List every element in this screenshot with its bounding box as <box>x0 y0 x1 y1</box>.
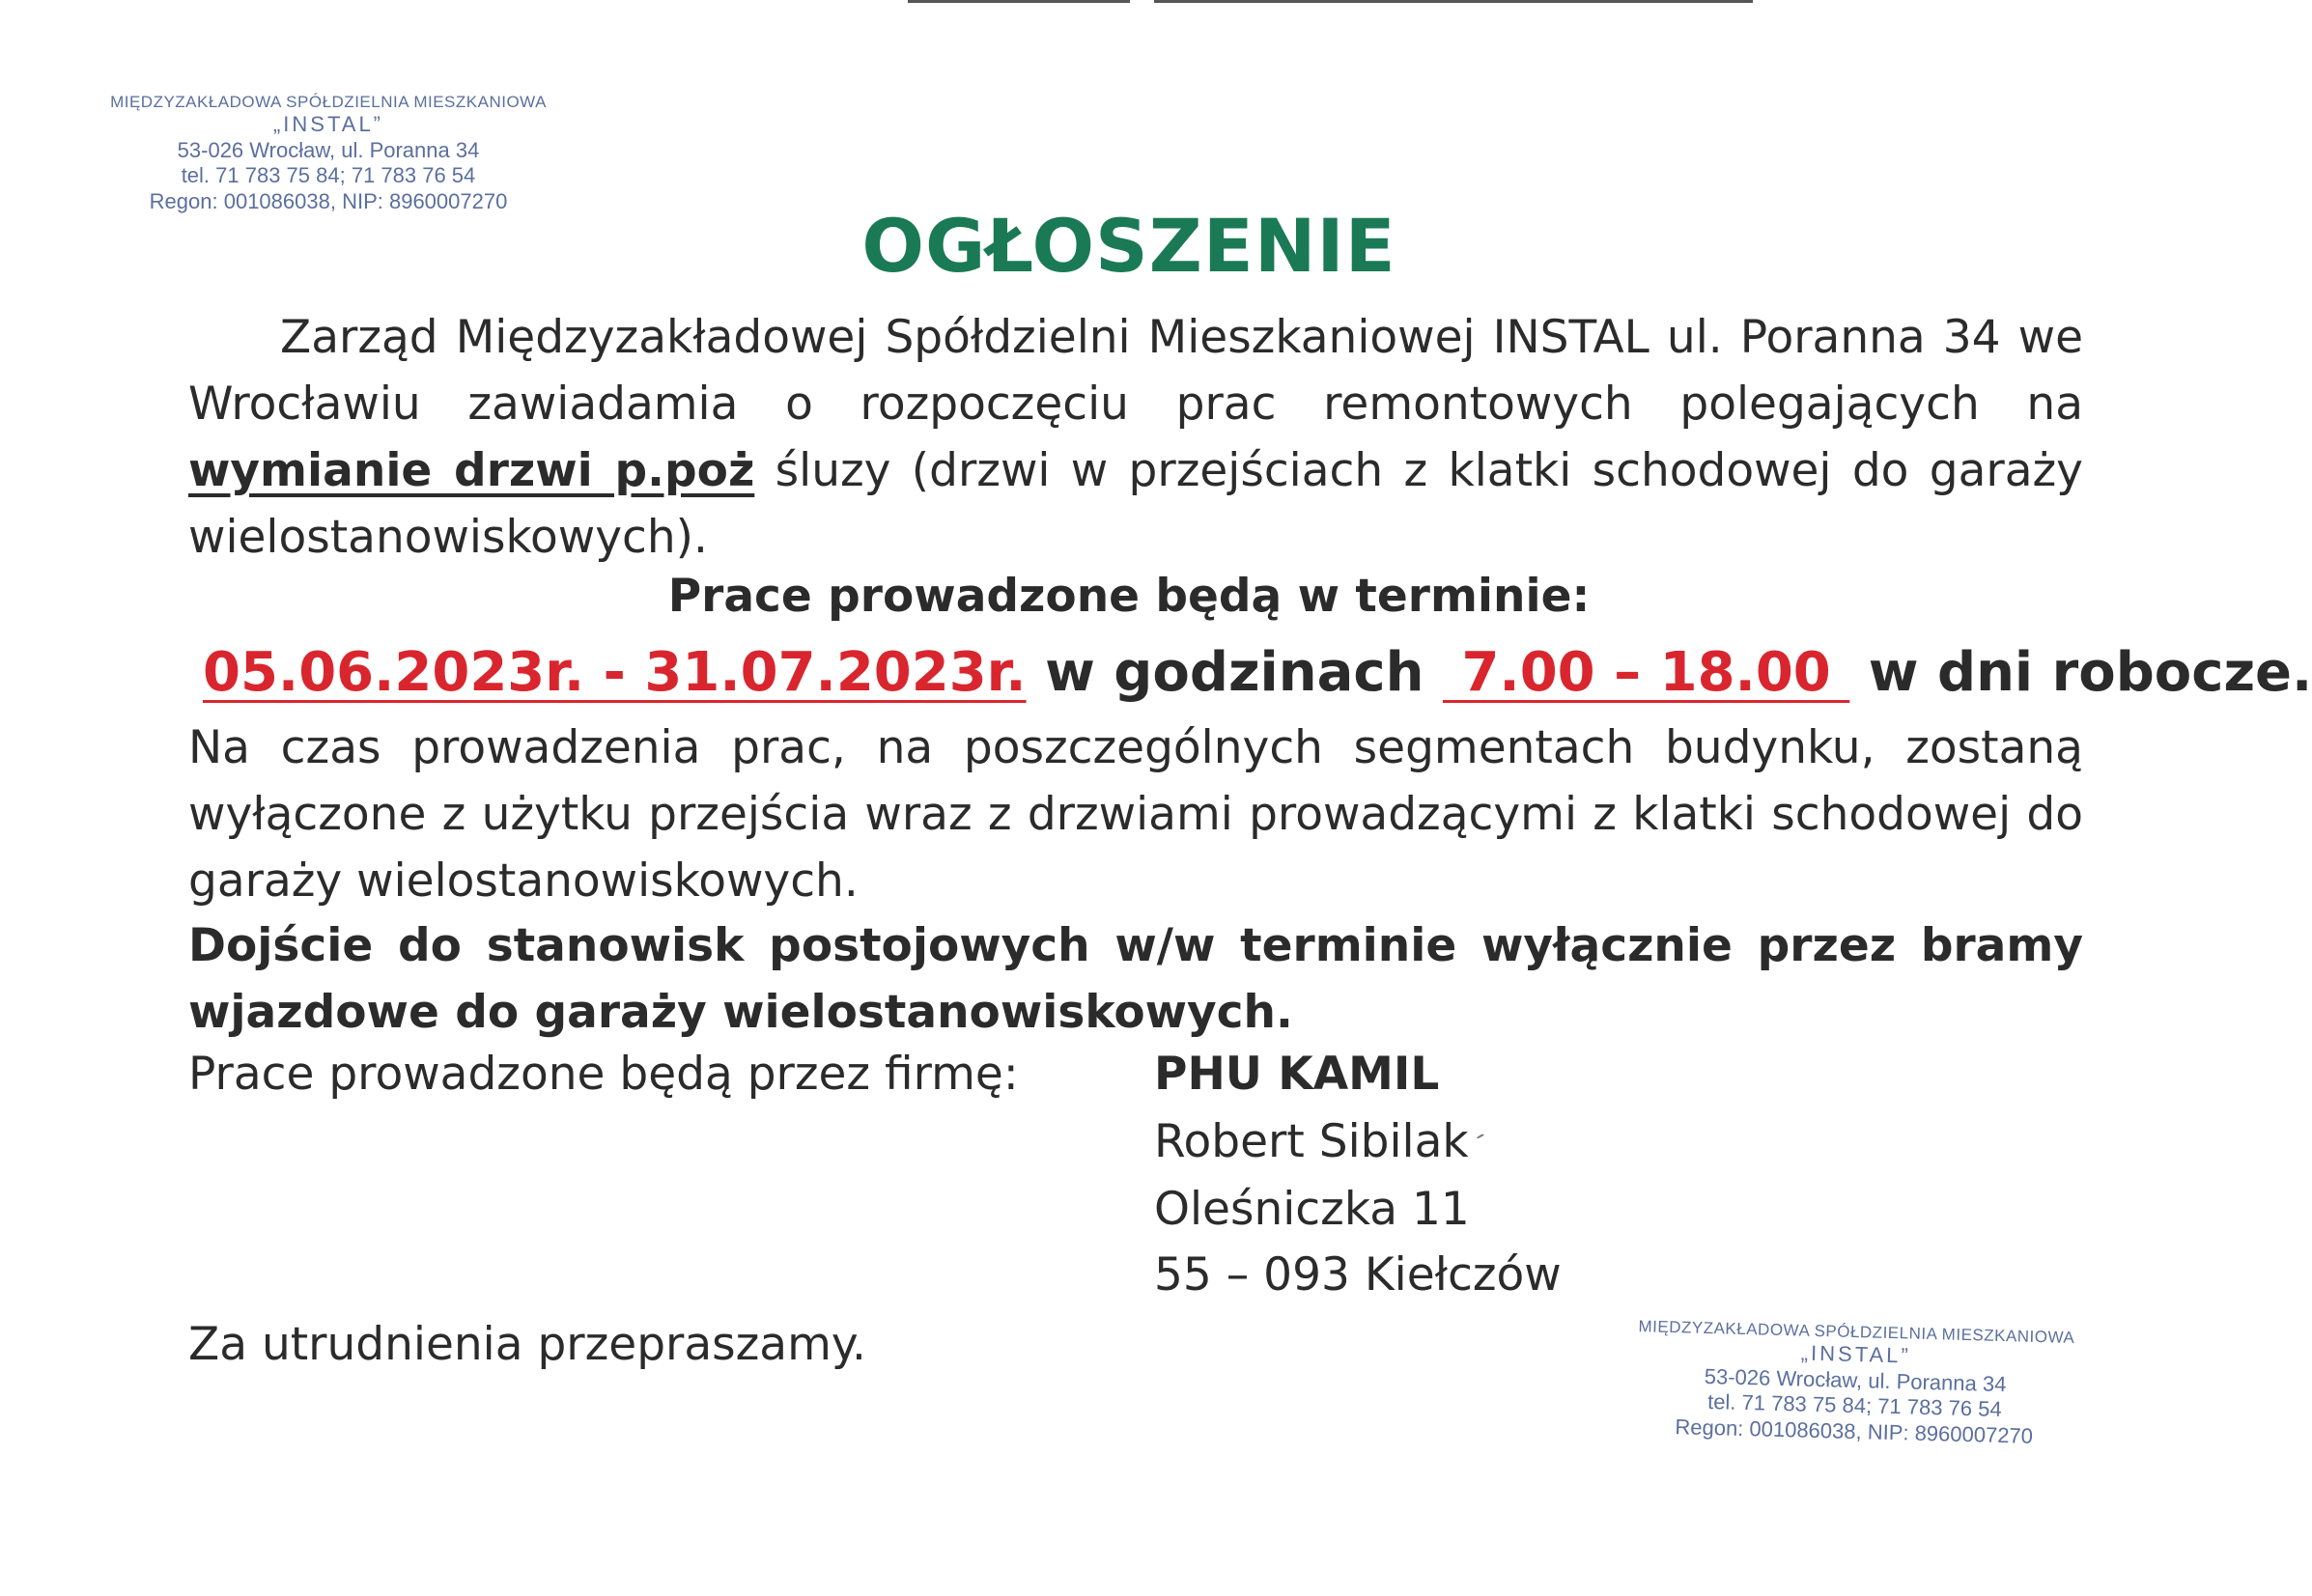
stamp-line: Regon: 001086038, NIP: 8960007270 <box>1675 1414 2034 1448</box>
firm-city: 55 – 093 Kiełczów <box>1154 1248 1562 1302</box>
apology-text: Za utrudnienia przepraszamy. <box>188 1318 866 1371</box>
stamp-line: „INSTAL” <box>1800 1340 1912 1368</box>
pen-mark-icon: ´ <box>1462 1128 1488 1165</box>
paragraph-access: Dojście do stanowisk postojowych w/w terminie wyłącznie przez bramy wjazdowe do garaży wielostanowiskowych. <box>188 919 2083 1039</box>
announcement-title: OGŁOSZENIE <box>861 203 1396 289</box>
stamp-line: tel. 71 783 75 84; 71 783 76 54 <box>1706 1389 2002 1422</box>
scan-artifact-line <box>908 0 1130 3</box>
cooperative-stamp-top <box>108 93 549 214</box>
firm-owner: Robert Sibilak <box>1154 1115 1469 1168</box>
firm-label: Prace prowadzone będą przez firmę: <box>188 1048 1019 1101</box>
stamp-line: MIĘDZYZAKŁADOWA SPÓŁDZIELNIA MIESZKANIOWA <box>1638 1317 2075 1347</box>
term-hours-value: 7.00 – 18.00 <box>1442 641 1850 704</box>
firm-street: Oleśniczka 11 <box>1154 1183 1470 1236</box>
scan-artifact-line <box>1154 0 1753 3</box>
term-hours-label: w godzinach <box>1026 641 1443 704</box>
stamp-line: 53-026 Wrocław, ul. Poranna 34 <box>177 137 480 162</box>
intro-text-after: śluzy (drzwi w przejściach z klatki schodowej do garaży wielostanowiskowych). <box>188 444 2083 564</box>
stamp-line: 53-026 Wrocław, ul. Poranna 34 <box>1704 1363 2007 1396</box>
term-dates: 05.06.2023r. - 31.07.2023r. <box>203 641 1027 704</box>
intro-emphasis: wymianie drzwi p.poż <box>188 444 755 497</box>
paragraph-closure: Na czas prowadzenia prac, na poszczególnych segmentach budynku, zostaną wyłączone z użytku przejścia wraz z drzwiami prowadzącymi z klatki schodowej do garaży wielostanowiskowych. <box>188 721 2083 908</box>
stamp-line: „INSTAL” <box>272 112 384 137</box>
intro-text: Zarząd Międzyzakładowej Spółdzielni Mieszkaniowej INSTAL ul. Poranna 34 we Wrocławiu zawiadamia o rozpoczęciu prac remontowych polegających na <box>188 311 2083 431</box>
term-line <box>203 641 2312 704</box>
stamp-line: Regon: 001086038, NIP: 8960007270 <box>149 188 508 213</box>
stamp-line: MIĘDZYZAKŁADOWA SPÓŁDZIELNIA MIESZKANIOWA <box>110 93 547 111</box>
firm-name: PHU KAMIL <box>1154 1048 1440 1101</box>
term-label: Prace prowadzone będą w terminie: <box>667 570 1591 623</box>
cooperative-stamp-bottom <box>1630 1317 2079 1450</box>
stamp-line: tel. 71 783 75 84; 71 783 76 54 <box>181 163 476 188</box>
paragraph-intro <box>188 304 2083 571</box>
term-hours <box>1443 641 1849 704</box>
term-days: w dni robocze. <box>1849 641 2312 704</box>
